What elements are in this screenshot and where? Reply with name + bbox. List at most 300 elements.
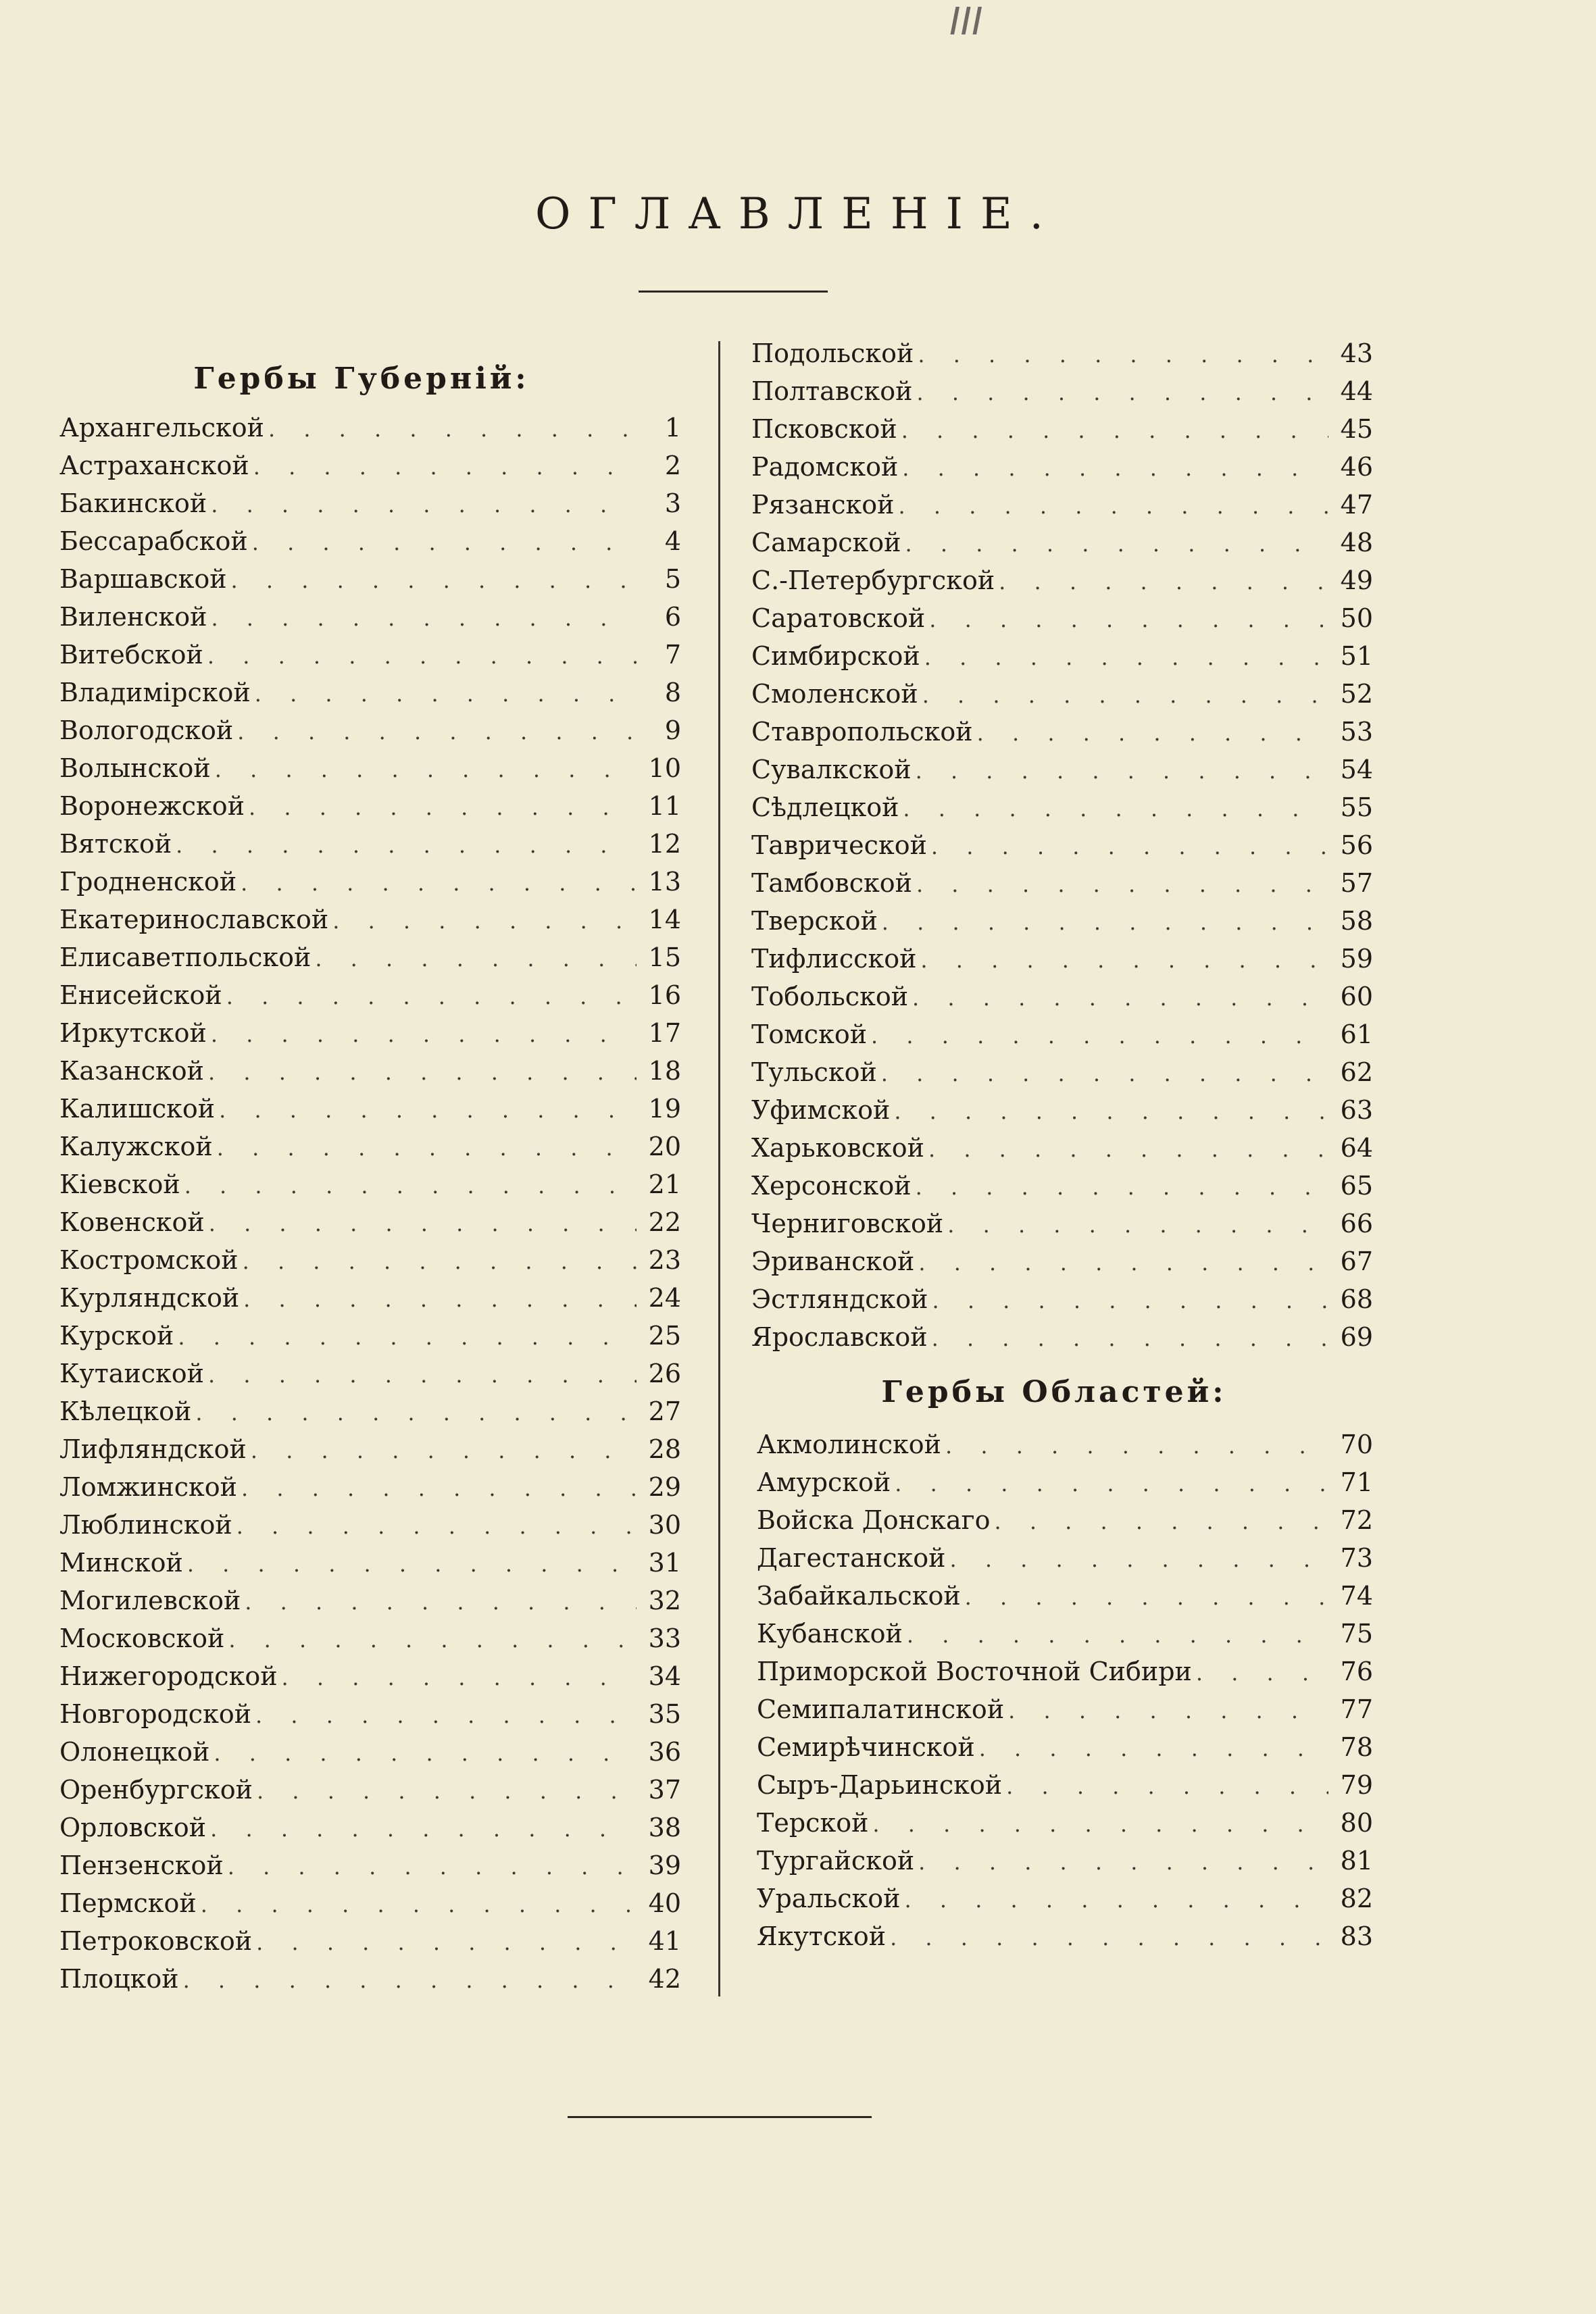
entry-name: Тульской xyxy=(751,1057,877,1087)
toc-entry xyxy=(59,1544,681,1582)
dot-leader xyxy=(241,864,637,902)
dot-leader xyxy=(178,1318,637,1356)
dot-leader xyxy=(207,637,637,675)
entry-name: Архангельской xyxy=(59,413,264,443)
dot-leader xyxy=(231,561,637,599)
toc-entry xyxy=(757,1766,1373,1804)
dot-leader xyxy=(217,1129,637,1167)
entry-name: Ломжинской xyxy=(59,1472,237,1502)
entry-page-number: 79 xyxy=(1340,1770,1373,1800)
entry-name: Ковенской xyxy=(59,1207,205,1237)
entry-name: Бессарабской xyxy=(59,526,248,556)
section-heading-oblasti: Гербы Областей: xyxy=(881,1375,1227,1409)
bottom-rule xyxy=(568,2116,872,2118)
toc-entry xyxy=(751,599,1373,637)
entry-name: Смоленской xyxy=(751,679,918,709)
entry-page-number: 47 xyxy=(1340,490,1373,520)
entry-page-number: 32 xyxy=(648,1586,681,1615)
dot-leader xyxy=(211,1015,637,1053)
entry-name: Пензенской xyxy=(59,1851,224,1880)
dot-leader xyxy=(208,1053,637,1091)
toc-entry xyxy=(757,1426,1373,1463)
entry-page-number: 42 xyxy=(648,1964,681,1994)
toc-entry xyxy=(751,713,1373,751)
entry-name: Тобольской xyxy=(751,982,909,1011)
dot-leader xyxy=(928,1130,1328,1168)
entry-page-number: 18 xyxy=(648,1056,681,1086)
dot-leader xyxy=(243,1242,637,1280)
dot-leader xyxy=(929,601,1328,638)
entry-name: Приморской Восточной Сибири xyxy=(757,1657,1192,1686)
entry-page-number: 83 xyxy=(1340,1921,1373,1951)
entry-name: Нижегородской xyxy=(59,1661,278,1691)
dot-leader xyxy=(251,1432,637,1469)
toc-entry xyxy=(59,1430,681,1468)
entry-page-number: 44 xyxy=(1340,376,1373,406)
dot-leader xyxy=(1196,1654,1328,1692)
entry-page-number: 5 xyxy=(664,564,681,594)
entry-name: Таврической xyxy=(751,830,927,860)
dot-leader xyxy=(209,1205,637,1242)
toc-entry xyxy=(751,1091,1373,1129)
gubernii-list-left xyxy=(59,409,681,1998)
dot-leader xyxy=(949,1540,1328,1578)
dot-leader xyxy=(994,1503,1328,1540)
entry-page-number: 64 xyxy=(1340,1133,1373,1163)
toc-entry xyxy=(59,598,681,636)
entry-page-number: 26 xyxy=(648,1359,681,1388)
entry-page-number: 77 xyxy=(1340,1694,1373,1724)
dot-leader xyxy=(237,713,637,751)
entry-name: Плоцкой xyxy=(59,1964,179,1994)
entry-name: Якутской xyxy=(757,1921,887,1951)
toc-entry xyxy=(757,1728,1373,1766)
toc-entry xyxy=(751,1015,1373,1053)
entry-page-number: 52 xyxy=(1340,679,1373,709)
dot-leader xyxy=(256,1923,637,1961)
entry-page-number: 43 xyxy=(1340,338,1373,368)
dot-leader xyxy=(245,1583,637,1621)
dot-leader xyxy=(255,1696,637,1734)
entry-page-number: 12 xyxy=(648,829,681,859)
entry-page-number: 23 xyxy=(648,1245,681,1275)
entry-page-number: 41 xyxy=(648,1926,681,1956)
entry-name: Воронежской xyxy=(59,791,245,821)
entry-name: Полтавской xyxy=(751,376,913,406)
dot-leader xyxy=(183,1961,637,1999)
entry-page-number: 24 xyxy=(648,1283,681,1313)
toc-entry xyxy=(59,522,681,560)
toc-entry xyxy=(751,675,1373,713)
oblasti-list xyxy=(757,1426,1373,1955)
toc-entry xyxy=(59,447,681,484)
entry-page-number: 35 xyxy=(648,1699,681,1729)
toc-entry xyxy=(59,1203,681,1241)
entry-page-number: 1 xyxy=(664,413,681,443)
entry-name: Терской xyxy=(757,1808,869,1838)
toc-entry xyxy=(757,1615,1373,1653)
page-title: ОГЛАВЛЕНІЕ. xyxy=(534,189,1062,239)
toc-entry xyxy=(59,901,681,938)
entry-name: Люблинской xyxy=(59,1510,232,1540)
entry-page-number: 14 xyxy=(648,905,681,934)
dot-leader xyxy=(903,790,1328,828)
dot-leader xyxy=(945,1427,1328,1465)
dot-leader xyxy=(228,1621,637,1659)
toc-entry xyxy=(751,1280,1373,1318)
entry-page-number: 51 xyxy=(1340,641,1373,671)
dot-leader xyxy=(201,1886,637,1923)
dot-leader xyxy=(219,1091,637,1129)
toc-entry xyxy=(751,1318,1373,1356)
dot-leader xyxy=(912,979,1328,1017)
entry-name: Лифляндской xyxy=(59,1434,247,1464)
entry-page-number: 21 xyxy=(648,1169,681,1199)
entry-page-number: 30 xyxy=(648,1510,681,1540)
entry-name: Сувалкской xyxy=(751,755,912,784)
entry-name: Семирѣчинской xyxy=(757,1732,975,1762)
entry-name: Симбирской xyxy=(751,641,920,671)
entry-name: Харьковской xyxy=(751,1133,924,1163)
toc-entry xyxy=(59,1846,681,1884)
dot-leader xyxy=(881,1055,1328,1092)
dot-leader xyxy=(268,410,637,448)
dot-leader xyxy=(257,1772,637,1810)
entry-name: Тамбовской xyxy=(751,868,912,898)
entry-page-number: 50 xyxy=(1340,603,1373,633)
entry-page-number: 58 xyxy=(1340,906,1373,936)
toc-entry xyxy=(751,372,1373,410)
entry-name: Семипалатинской xyxy=(757,1694,1005,1724)
entry-page-number: 19 xyxy=(648,1094,681,1124)
dot-leader xyxy=(901,411,1328,449)
entry-page-number: 36 xyxy=(648,1737,681,1767)
toc-entry xyxy=(59,560,681,598)
toc-entry xyxy=(751,1167,1373,1205)
entry-name: Минской xyxy=(59,1548,183,1578)
toc-entry xyxy=(59,787,681,825)
toc-entry xyxy=(751,561,1373,599)
entry-name: Радомской xyxy=(751,452,899,482)
entry-page-number: 53 xyxy=(1340,717,1373,747)
dot-leader xyxy=(932,1319,1328,1357)
dot-leader xyxy=(905,525,1328,563)
dot-leader xyxy=(249,788,637,826)
entry-name: Енисейской xyxy=(59,980,222,1010)
toc-entry xyxy=(757,1880,1373,1917)
entry-name: Костромской xyxy=(59,1245,239,1275)
toc-entry xyxy=(59,1392,681,1430)
dot-leader xyxy=(890,1919,1328,1957)
dot-leader xyxy=(282,1659,637,1696)
dot-leader xyxy=(236,1507,637,1545)
toc-entry xyxy=(751,751,1373,788)
entry-page-number: 7 xyxy=(664,640,681,670)
entry-page-number: 81 xyxy=(1340,1846,1373,1876)
entry-page-number: 6 xyxy=(664,602,681,632)
entry-name: Уральской xyxy=(757,1884,901,1913)
toc-entry xyxy=(59,749,681,787)
dot-leader xyxy=(920,941,1328,979)
entry-page-number: 3 xyxy=(664,488,681,518)
toc-entry xyxy=(751,1053,1373,1091)
toc-entry xyxy=(751,1205,1373,1242)
toc-entry xyxy=(59,825,681,863)
dot-leader xyxy=(208,1356,637,1394)
toc-entry xyxy=(59,863,681,901)
dot-leader xyxy=(895,1465,1328,1503)
dot-leader xyxy=(332,902,637,940)
dot-leader xyxy=(315,940,637,978)
entry-name: Подольской xyxy=(751,338,914,368)
toc-entry xyxy=(59,1052,681,1090)
entry-name: С.-Петербургской xyxy=(751,565,995,595)
dot-leader xyxy=(916,865,1328,903)
toc-entry xyxy=(59,976,681,1014)
toc-entry xyxy=(59,1014,681,1052)
entry-page-number: 63 xyxy=(1340,1095,1373,1125)
toc-entry xyxy=(757,1463,1373,1501)
entry-page-number: 74 xyxy=(1340,1581,1373,1611)
entry-page-number: 82 xyxy=(1340,1884,1373,1913)
entry-page-number: 29 xyxy=(648,1472,681,1502)
dot-leader xyxy=(226,978,637,1015)
toc-entry xyxy=(751,334,1373,372)
toc-entry xyxy=(751,448,1373,486)
entry-name: Екатеринославской xyxy=(59,905,329,934)
entry-page-number: 4 xyxy=(664,526,681,556)
toc-entry xyxy=(751,1129,1373,1167)
entry-page-number: 28 xyxy=(648,1434,681,1464)
entry-name: Курляндской xyxy=(59,1283,240,1313)
dot-leader xyxy=(241,1469,637,1507)
entry-name: Акмолинской xyxy=(757,1430,941,1459)
entry-name: Калужской xyxy=(59,1132,213,1161)
entry-name: Олонецкой xyxy=(59,1737,210,1767)
entry-name: Псковской xyxy=(751,414,897,444)
entry-name: Кіевской xyxy=(59,1169,180,1199)
entry-name: Эриванской xyxy=(751,1247,915,1276)
entry-page-number: 66 xyxy=(1340,1209,1373,1238)
toc-entry xyxy=(59,1771,681,1809)
entry-name: Волынской xyxy=(59,753,211,783)
toc-entry xyxy=(751,486,1373,524)
entry-name: Витебской xyxy=(59,640,203,670)
entry-name: Уфимской xyxy=(751,1095,891,1125)
toc-entry xyxy=(59,1695,681,1733)
toc-entry xyxy=(751,637,1373,675)
entry-page-number: 59 xyxy=(1340,944,1373,974)
entry-page-number: 62 xyxy=(1340,1057,1373,1087)
entry-name: Томской xyxy=(751,1020,868,1049)
entry-page-number: 75 xyxy=(1340,1619,1373,1649)
toc-entry xyxy=(751,902,1373,940)
dot-leader xyxy=(872,1805,1328,1843)
entry-page-number: 31 xyxy=(648,1548,681,1578)
entry-page-number: 10 xyxy=(648,753,681,783)
dot-leader xyxy=(195,1394,637,1432)
entry-page-number: 60 xyxy=(1340,982,1373,1011)
entry-name: Варшавской xyxy=(59,564,227,594)
toc-entry xyxy=(59,1960,681,1998)
entry-name: Забайкальской xyxy=(757,1581,961,1611)
entry-name: Казанской xyxy=(59,1056,205,1086)
dot-leader xyxy=(916,1168,1328,1206)
entry-name: Кубанской xyxy=(757,1619,903,1649)
dot-leader xyxy=(871,1017,1328,1055)
dot-leader xyxy=(253,448,637,486)
toc-entry xyxy=(751,940,1373,978)
entry-page-number: 48 xyxy=(1340,528,1373,557)
toc-entry xyxy=(757,1917,1373,1955)
toc-entry xyxy=(757,1577,1373,1615)
dot-leader xyxy=(916,752,1328,790)
entry-name: Сѣдлецкой xyxy=(751,793,899,822)
entry-name: Саратовской xyxy=(751,603,926,633)
entry-page-number: 49 xyxy=(1340,565,1373,595)
toc-entry xyxy=(59,1090,681,1128)
dot-leader xyxy=(243,1280,637,1318)
entry-name: Тверской xyxy=(751,906,878,936)
entry-name: Сыръ-Дарьинской xyxy=(757,1770,1003,1800)
entry-name: Оренбургской xyxy=(59,1775,253,1805)
entry-page-number: 33 xyxy=(648,1624,681,1653)
entry-page-number: 61 xyxy=(1340,1020,1373,1049)
dot-leader xyxy=(211,486,637,524)
dot-leader xyxy=(918,1244,1328,1282)
entry-name: Калишской xyxy=(59,1094,216,1124)
toc-entry xyxy=(59,674,681,711)
toc-entry xyxy=(757,1842,1373,1880)
dot-leader xyxy=(187,1545,637,1583)
entry-name: Московской xyxy=(59,1624,225,1653)
dot-leader xyxy=(907,1616,1328,1654)
entry-page-number: 8 xyxy=(664,678,681,707)
toc-entry xyxy=(757,1653,1373,1690)
entry-name: Херсонской xyxy=(751,1171,912,1201)
entry-page-number: 20 xyxy=(648,1132,681,1161)
dot-leader xyxy=(999,563,1328,601)
entry-name: Рязанской xyxy=(751,490,895,520)
entry-page-number: 17 xyxy=(648,1018,681,1048)
dot-leader xyxy=(922,676,1328,714)
toc-entry xyxy=(59,409,681,447)
entry-page-number: 13 xyxy=(648,867,681,897)
toc-entry xyxy=(751,978,1373,1015)
entry-name: Кутаиской xyxy=(59,1359,205,1388)
toc-entry xyxy=(59,1468,681,1506)
entry-page-number: 46 xyxy=(1340,452,1373,482)
toc-entry xyxy=(59,636,681,674)
entry-page-number: 80 xyxy=(1340,1808,1373,1838)
dot-leader xyxy=(214,1734,637,1772)
dot-leader xyxy=(882,903,1328,941)
entry-name: Тифлисской xyxy=(751,944,917,974)
dot-leader xyxy=(932,1282,1328,1319)
entry-page-number: 70 xyxy=(1340,1430,1373,1459)
toc-entry xyxy=(757,1690,1373,1728)
dot-leader xyxy=(947,1206,1328,1244)
entry-page-number: 34 xyxy=(648,1661,681,1691)
toc-entry xyxy=(59,1279,681,1317)
entry-page-number: 68 xyxy=(1340,1284,1373,1314)
entry-page-number: 65 xyxy=(1340,1171,1373,1201)
entry-page-number: 76 xyxy=(1340,1657,1373,1686)
dot-leader xyxy=(902,449,1328,487)
entry-name: Петроковской xyxy=(59,1926,253,1956)
gubernii-list-right xyxy=(751,334,1373,1356)
toc-entry xyxy=(59,938,681,976)
entry-name: Войска Донскаго xyxy=(757,1505,991,1535)
section-heading-gubernii: Гербы Губерній: xyxy=(193,361,530,396)
toc-entry xyxy=(751,1242,1373,1280)
entry-name: Елисаветпольской xyxy=(59,942,311,972)
toc-entry xyxy=(59,1317,681,1355)
dot-leader xyxy=(184,1167,637,1205)
entry-name: Вятской xyxy=(59,829,172,859)
entry-name: Ярославской xyxy=(751,1322,928,1352)
entry-page-number: 73 xyxy=(1340,1543,1373,1573)
dot-leader xyxy=(252,524,637,561)
toc-entry xyxy=(59,1619,681,1657)
folio-mark: III xyxy=(949,0,983,44)
toc-entry xyxy=(59,1165,681,1203)
entry-page-number: 54 xyxy=(1340,755,1373,784)
entry-page-number: 39 xyxy=(648,1851,681,1880)
entry-name: Виленской xyxy=(59,602,207,632)
entry-page-number: 9 xyxy=(664,715,681,745)
dot-leader xyxy=(1008,1692,1328,1730)
entry-page-number: 78 xyxy=(1340,1732,1373,1762)
entry-name: Владимірской xyxy=(59,678,251,707)
entry-page-number: 72 xyxy=(1340,1505,1373,1535)
entry-page-number: 15 xyxy=(648,942,681,972)
toc-entry xyxy=(757,1501,1373,1539)
entry-name: Бакинской xyxy=(59,488,207,518)
column-divider xyxy=(718,341,720,1996)
toc-entry xyxy=(59,1355,681,1392)
entry-page-number: 56 xyxy=(1340,830,1373,860)
entry-page-number: 37 xyxy=(648,1775,681,1805)
entry-name: Вологодской xyxy=(59,715,234,745)
dot-leader xyxy=(899,487,1329,525)
dot-leader xyxy=(979,1730,1328,1767)
entry-name: Могилевской xyxy=(59,1586,241,1615)
entry-name: Самарской xyxy=(751,528,901,557)
dot-leader xyxy=(918,336,1328,374)
entry-page-number: 38 xyxy=(648,1813,681,1842)
entry-page-number: 16 xyxy=(648,980,681,1010)
dot-leader xyxy=(977,714,1328,752)
entry-page-number: 2 xyxy=(664,451,681,480)
entry-name: Астраханской xyxy=(59,451,249,480)
dot-leader xyxy=(924,638,1328,676)
entry-page-number: 25 xyxy=(648,1321,681,1351)
entry-page-number: 55 xyxy=(1340,793,1373,822)
dot-leader xyxy=(905,1881,1328,1919)
entry-page-number: 69 xyxy=(1340,1322,1373,1352)
toc-entry xyxy=(59,1733,681,1771)
entry-name: Черниговской xyxy=(751,1209,944,1238)
toc-entry xyxy=(59,1657,681,1695)
toc-entry xyxy=(751,410,1373,448)
dot-leader xyxy=(916,374,1328,411)
toc-entry xyxy=(59,484,681,522)
toc-entry xyxy=(751,788,1373,826)
entry-page-number: 57 xyxy=(1340,868,1373,898)
dot-leader xyxy=(931,828,1328,865)
dot-leader xyxy=(918,1843,1328,1881)
